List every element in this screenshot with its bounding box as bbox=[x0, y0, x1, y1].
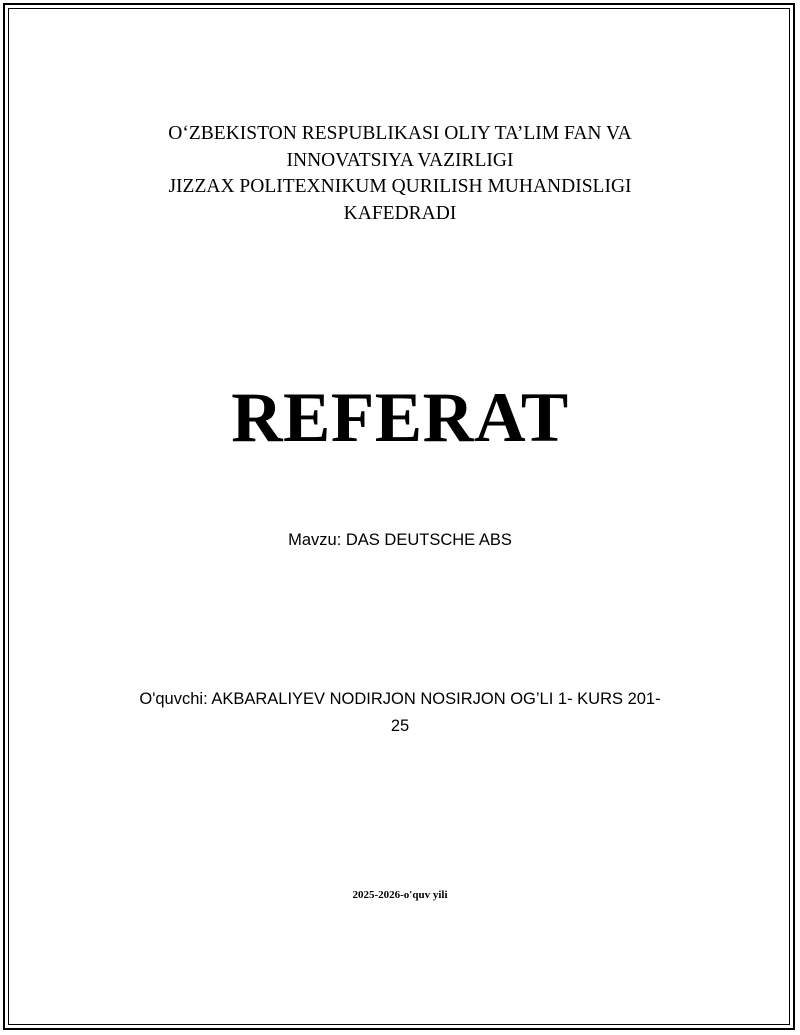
header-line-2: INNOVATSIYA VAZIRLIGI bbox=[286, 149, 514, 171]
topic-line: Mavzu: DAS DEUTSCHE ABS bbox=[288, 531, 512, 549]
ministry-header bbox=[0, 121, 800, 227]
header-line-1: O‘ZBEKISTON RESPUBLIKASI OLIY TA’LIM FAN VA bbox=[168, 123, 632, 144]
header-line-4: KAFEDRADI bbox=[343, 202, 457, 224]
academic-year: 2025-2026-o'quv yili bbox=[352, 889, 448, 901]
student-line-1: O'quvchi: AKBARALIYEV NODIRJON NOSIRJON OG’LI 1- KURS 201- bbox=[139, 690, 661, 708]
student-info bbox=[0, 686, 800, 739]
student-line-2: 25 bbox=[390, 716, 410, 735]
document-title: REFERAT bbox=[231, 379, 569, 457]
header-line-3: JIZZAX POLITEXNIKUM QURILISH MUHANDISLIGI bbox=[168, 176, 632, 198]
